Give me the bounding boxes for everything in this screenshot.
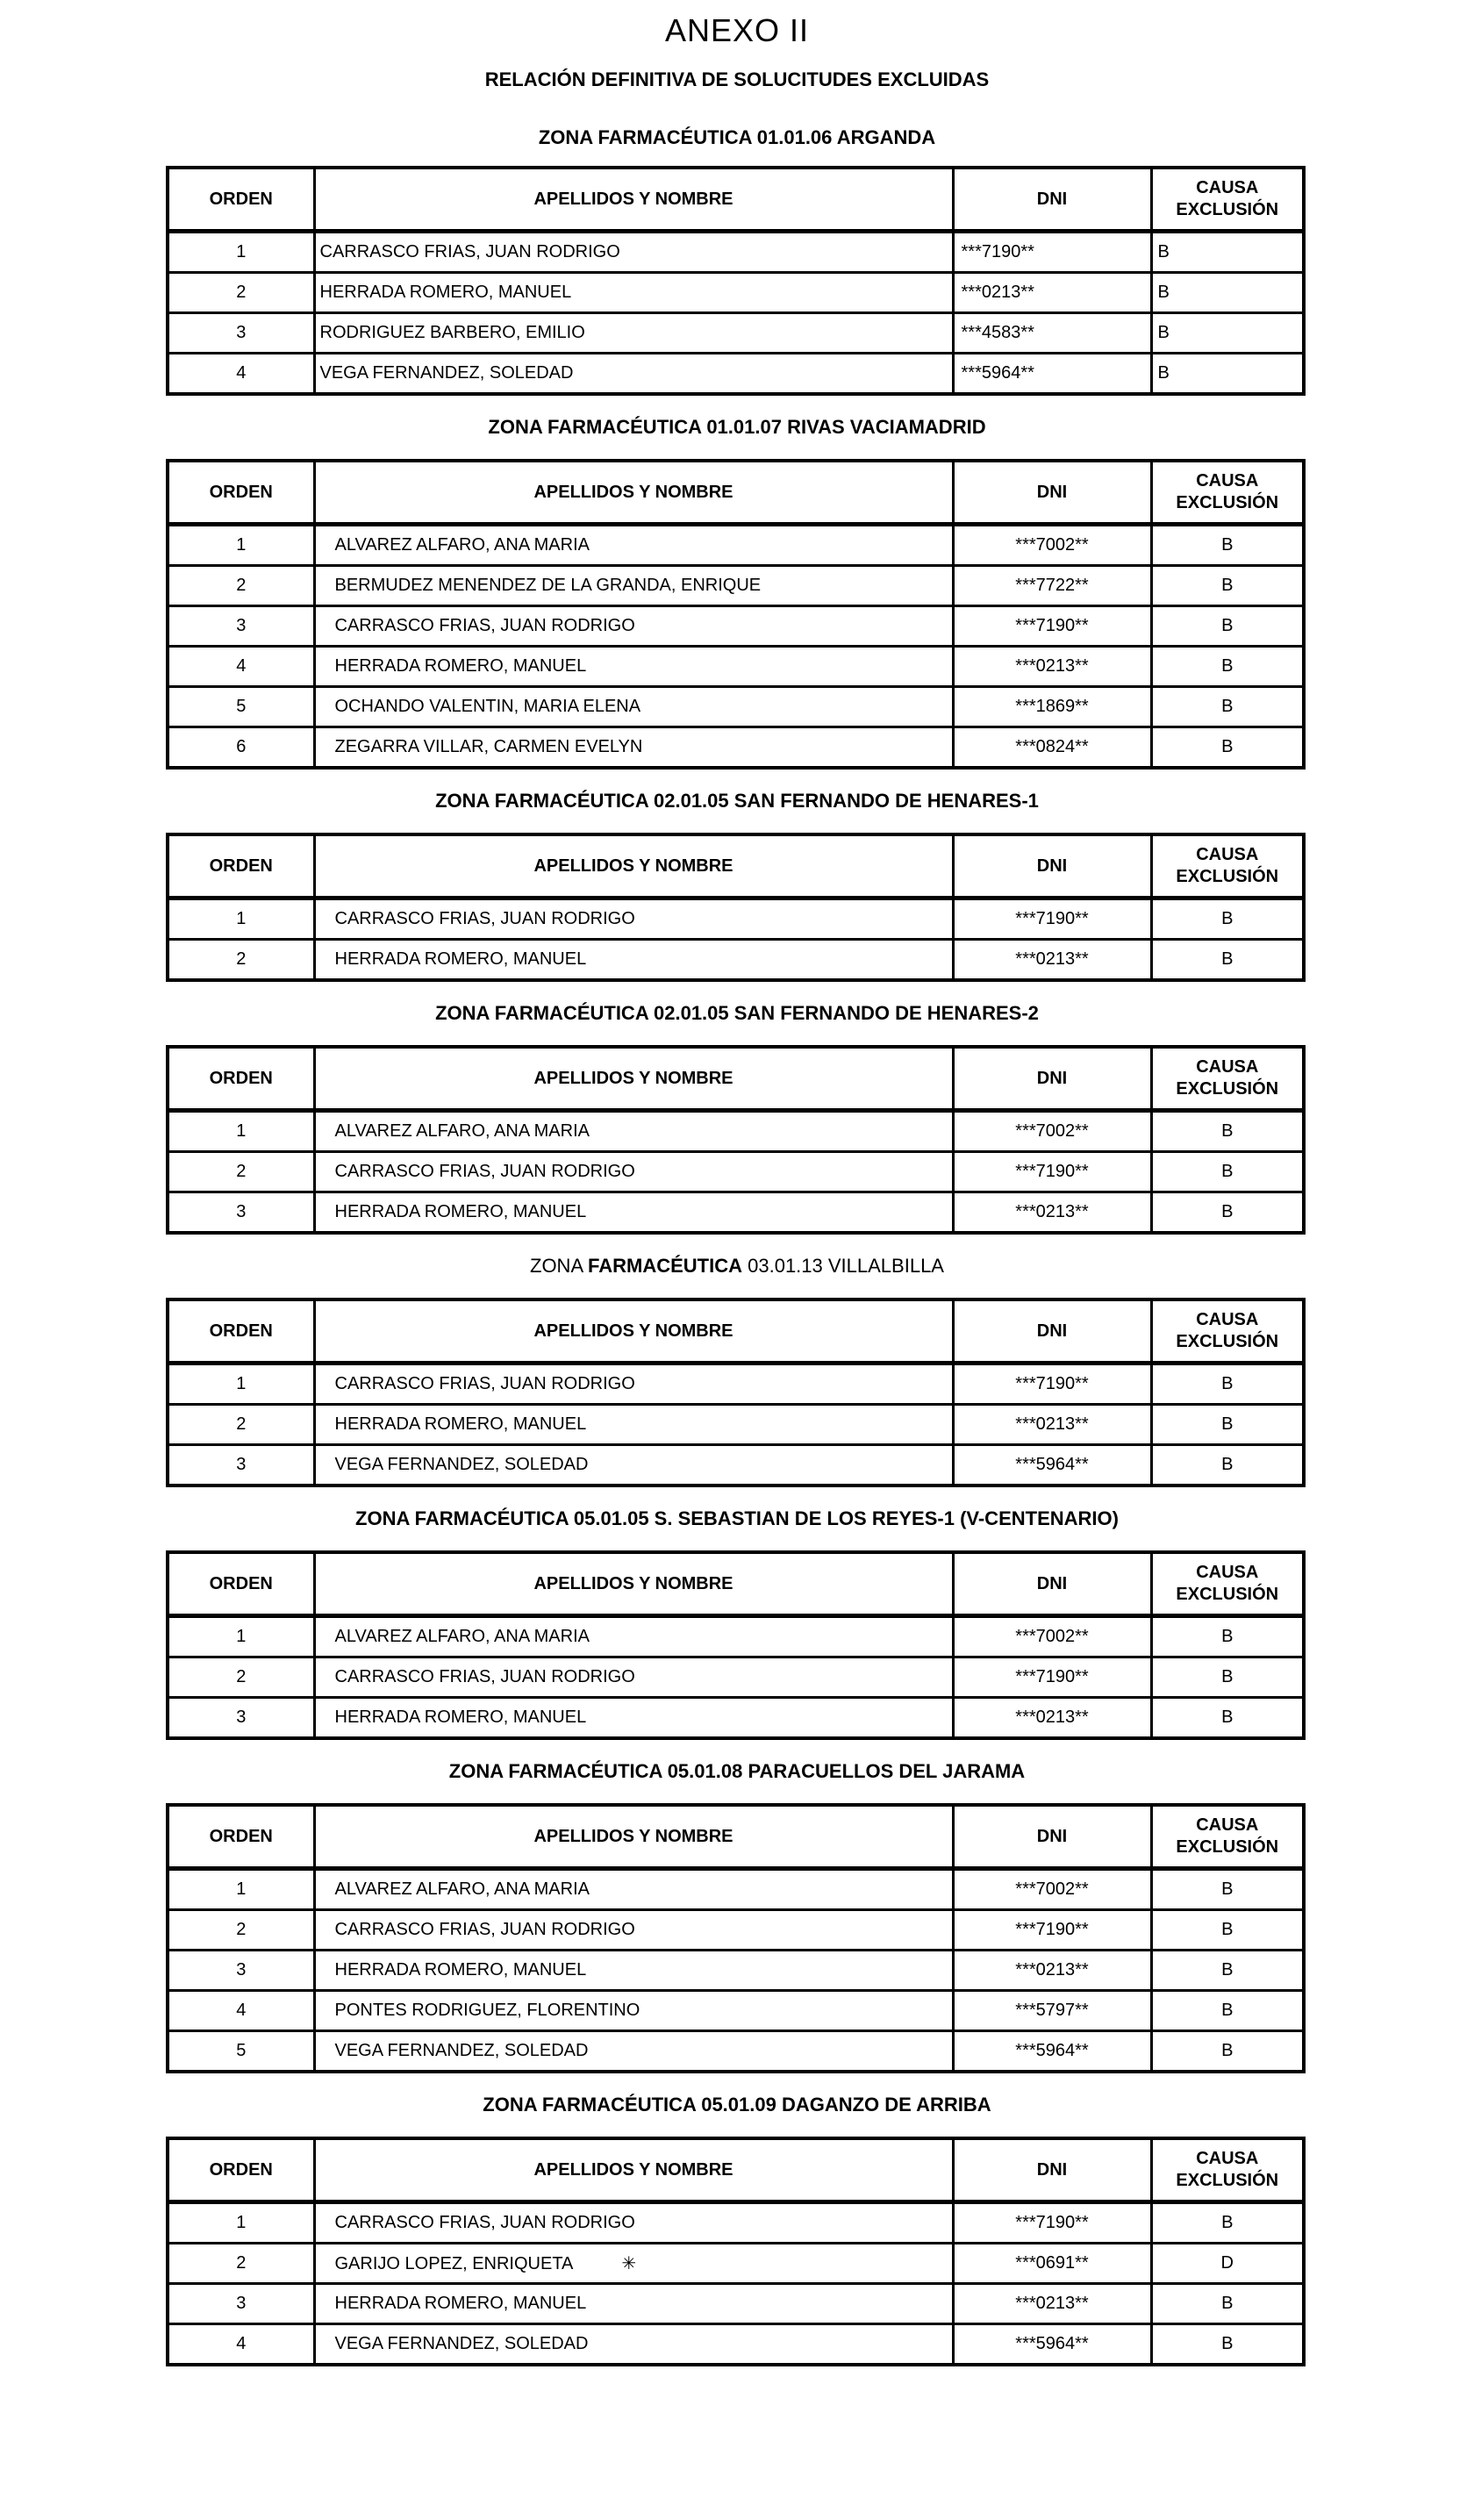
column-header-orden: ORDEN: [168, 2138, 314, 2202]
nombre-text: OCHANDO VALENTIN, MARIA ELENA: [334, 697, 641, 716]
nombre-text: BERMUDEZ MENENDEZ DE LA GRANDA, ENRIQUE: [334, 576, 762, 595]
header-row: [168, 1805, 1304, 1869]
exclusions-table: [166, 1045, 1306, 1235]
nombre-text: CARRASCO FRIAS, JUAN RODRIGO: [319, 242, 620, 261]
cell-causa: B: [1151, 606, 1304, 647]
cell-nombre: [314, 525, 953, 566]
cell-orden: 3: [168, 2284, 314, 2324]
column-header-dni: DNI: [953, 1552, 1151, 1616]
column-header-apellidos: APELLIDOS Y NOMBRE: [314, 168, 953, 232]
cell-causa: B: [1151, 2284, 1304, 2324]
cell-causa: B: [1151, 647, 1304, 687]
column-header-dni: DNI: [953, 168, 1151, 232]
nombre-text: VEGA FERNANDEZ, SOLEDAD: [334, 2334, 589, 2353]
table-row: [168, 1991, 1304, 2031]
cell-causa: B: [1151, 940, 1304, 981]
zone-heading-segment: ZONA FARMACÉUTICA 05.01.05 S. SEBASTIAN DE LOS REYES-1 (V-CENTENARIO): [355, 1507, 1119, 1529]
cell-causa: B: [1151, 898, 1304, 940]
cell-dni: ***7190**: [953, 232, 1151, 273]
cell-dni: ***1869**: [953, 687, 1151, 727]
cell-nombre: [314, 1192, 953, 1234]
cell-dni: ***7002**: [953, 1111, 1151, 1152]
zone-heading: [0, 1759, 1474, 1784]
zone-heading: [0, 789, 1474, 813]
table-row: [168, 2324, 1304, 2366]
cell-dni: ***0213**: [953, 1192, 1151, 1234]
nombre-text: HERRADA ROMERO, MANUEL: [334, 656, 587, 676]
cell-nombre: [314, 273, 953, 313]
table-row: [168, 1192, 1304, 1234]
cell-causa: B: [1151, 1405, 1304, 1445]
cell-orden: 1: [168, 1616, 314, 1657]
cell-dni: ***0824**: [953, 727, 1151, 769]
column-header-apellidos: APELLIDOS Y NOMBRE: [314, 1047, 953, 1111]
table-row: [168, 354, 1304, 395]
zone-heading-segment: FARMACÉUTICA: [588, 1255, 743, 1277]
zone-heading-segment: ZONA FARMACÉUTICA 01.01.07 RIVAS VACIAMADRID: [488, 416, 986, 438]
cell-causa: B: [1151, 313, 1304, 354]
column-header-dni: DNI: [953, 2138, 1151, 2202]
zone-heading-segment: ZONA FARMACÉUTICA 01.01.06 ARGANDA: [538, 126, 936, 148]
zone-heading: [0, 1507, 1474, 1531]
header-row: [168, 2138, 1304, 2202]
column-header-causa-line2: EXCLUSIÓN: [1176, 2171, 1279, 2190]
column-header-causa-line1: CAUSA: [1196, 1310, 1259, 1329]
cell-orden: 3: [168, 313, 314, 354]
column-header-causa-line1: CAUSA: [1196, 845, 1259, 864]
column-header-causa-line1: CAUSA: [1196, 1057, 1259, 1077]
nombre-text: HERRADA ROMERO, MANUEL: [334, 1960, 587, 1979]
cell-nombre: [314, 2244, 953, 2284]
cell-causa: B: [1151, 1111, 1304, 1152]
cell-orden: 4: [168, 2324, 314, 2366]
cell-causa: B: [1151, 1445, 1304, 1486]
cell-nombre: [314, 1616, 953, 1657]
cell-causa: B: [1151, 273, 1304, 313]
cell-nombre: [314, 354, 953, 395]
table-row: [168, 525, 1304, 566]
cell-orden: 5: [168, 687, 314, 727]
cell-dni: ***0691**: [953, 2244, 1151, 2284]
table-row: [168, 1910, 1304, 1951]
zone-heading-segment: 03.01.13 VILLALBILLA: [742, 1255, 944, 1277]
zone-heading: [0, 125, 1474, 150]
cell-dni: ***0213**: [953, 1405, 1151, 1445]
cell-causa: B: [1151, 727, 1304, 769]
cell-nombre: [314, 1111, 953, 1152]
cell-nombre: [314, 2284, 953, 2324]
cell-orden: 4: [168, 1991, 314, 2031]
column-header-causa-line1: CAUSA: [1196, 2149, 1259, 2168]
column-header-causa-line2: EXCLUSIÓN: [1176, 1332, 1279, 1351]
cell-orden: 2: [168, 1152, 314, 1192]
nombre-text: CARRASCO FRIAS, JUAN RODRIGO: [334, 2213, 635, 2232]
cell-orden: 1: [168, 1869, 314, 1910]
cell-dni: ***7190**: [953, 2202, 1151, 2244]
table-row: [168, 313, 1304, 354]
column-header-apellidos: APELLIDOS Y NOMBRE: [314, 1805, 953, 1869]
cell-dni: ***0213**: [953, 1951, 1151, 1991]
column-header-causa: [1151, 1552, 1304, 1616]
cell-causa: B: [1151, 1991, 1304, 2031]
table-row: [168, 1405, 1304, 1445]
exclusions-table: [166, 459, 1306, 770]
cell-nombre: [314, 898, 953, 940]
nombre-text: CARRASCO FRIAS, JUAN RODRIGO: [334, 1162, 635, 1181]
header-row: [168, 1299, 1304, 1364]
cell-nombre: [314, 1152, 953, 1192]
cell-dni: ***5964**: [953, 1445, 1151, 1486]
table-row: [168, 687, 1304, 727]
table-row: [168, 2202, 1304, 2244]
cell-causa: B: [1151, 1698, 1304, 1739]
column-header-causa-line2: EXCLUSIÓN: [1176, 867, 1279, 886]
cell-causa: B: [1151, 232, 1304, 273]
table-row: [168, 727, 1304, 769]
table-row: [168, 232, 1304, 273]
cell-causa: B: [1151, 1869, 1304, 1910]
column-header-apellidos: APELLIDOS Y NOMBRE: [314, 2138, 953, 2202]
column-header-causa-line2: EXCLUSIÓN: [1176, 200, 1279, 219]
header-row: [168, 834, 1304, 898]
cell-causa: D: [1151, 2244, 1304, 2284]
nombre-text: HERRADA ROMERO, MANUEL: [334, 2294, 587, 2313]
cell-dni: ***5964**: [953, 354, 1151, 395]
column-header-orden: ORDEN: [168, 1552, 314, 1616]
column-header-causa-line1: CAUSA: [1196, 1563, 1259, 1582]
table-row: [168, 2284, 1304, 2324]
cell-nombre: [314, 1364, 953, 1405]
cell-nombre: [314, 232, 953, 273]
cell-orden: 6: [168, 727, 314, 769]
table-row: [168, 2031, 1304, 2073]
cell-causa: B: [1151, 1364, 1304, 1405]
table-row: [168, 566, 1304, 606]
column-header-causa-line1: CAUSA: [1196, 178, 1259, 197]
nombre-text: GARIJO LOPEZ, ENRIQUETA: [334, 2254, 574, 2273]
table-row: [168, 940, 1304, 981]
cell-dni: ***7190**: [953, 898, 1151, 940]
column-header-dni: DNI: [953, 1299, 1151, 1364]
cell-causa: B: [1151, 2324, 1304, 2366]
cell-orden: 4: [168, 354, 314, 395]
column-header-dni: DNI: [953, 461, 1151, 525]
table-row: [168, 1951, 1304, 1991]
column-header-causa-line1: CAUSA: [1196, 471, 1259, 490]
zone-heading-segment: ZONA: [530, 1255, 589, 1277]
exclusions-table: [166, 166, 1306, 396]
nombre-text: VEGA FERNANDEZ, SOLEDAD: [334, 2041, 589, 2060]
column-header-orden: ORDEN: [168, 461, 314, 525]
cell-causa: B: [1151, 1152, 1304, 1192]
column-header-causa: [1151, 1805, 1304, 1869]
column-header-causa: [1151, 461, 1304, 525]
cell-nombre: [314, 1445, 953, 1486]
header-row: [168, 461, 1304, 525]
cell-dni: ***7190**: [953, 1364, 1151, 1405]
cell-nombre: [314, 606, 953, 647]
column-header-causa: [1151, 1047, 1304, 1111]
column-header-dni: DNI: [953, 1805, 1151, 1869]
header-row: [168, 1552, 1304, 1616]
cell-dni: ***0213**: [953, 940, 1151, 981]
zone-heading: [0, 1254, 1474, 1278]
table-row: [168, 1364, 1304, 1405]
cell-dni: ***5797**: [953, 1991, 1151, 2031]
column-header-orden: ORDEN: [168, 1299, 314, 1364]
exclusions-table: [166, 1803, 1306, 2073]
cell-orden: 2: [168, 273, 314, 313]
cell-dni: ***7722**: [953, 566, 1151, 606]
zone-heading: [0, 415, 1474, 440]
nombre-text: CARRASCO FRIAS, JUAN RODRIGO: [334, 1920, 635, 1939]
column-header-causa-line2: EXCLUSIÓN: [1176, 1079, 1279, 1099]
column-header-apellidos: APELLIDOS Y NOMBRE: [314, 1552, 953, 1616]
column-header-apellidos: APELLIDOS Y NOMBRE: [314, 834, 953, 898]
cell-orden: 1: [168, 232, 314, 273]
nombre-text: CARRASCO FRIAS, JUAN RODRIGO: [334, 1667, 635, 1686]
cell-causa: B: [1151, 1910, 1304, 1951]
column-header-apellidos: APELLIDOS Y NOMBRE: [314, 461, 953, 525]
cell-nombre: [314, 566, 953, 606]
table-row: [168, 1152, 1304, 1192]
cell-orden: 2: [168, 1657, 314, 1698]
cell-nombre: [314, 2202, 953, 2244]
cell-orden: 2: [168, 1910, 314, 1951]
zone-heading: [0, 1001, 1474, 1026]
nombre-text: HERRADA ROMERO, MANUEL: [319, 283, 572, 302]
nombre-text: HERRADA ROMERO, MANUEL: [334, 1707, 587, 1727]
cell-causa: B: [1151, 566, 1304, 606]
cell-nombre: [314, 687, 953, 727]
asterisk-icon: ✳: [621, 2254, 637, 2273]
exclusions-table: [166, 833, 1306, 982]
cell-orden: 3: [168, 1192, 314, 1234]
column-header-orden: ORDEN: [168, 1805, 314, 1869]
cell-causa: B: [1151, 1951, 1304, 1991]
zone-heading: [0, 2093, 1474, 2117]
nombre-text: VEGA FERNANDEZ, SOLEDAD: [319, 363, 574, 383]
cell-nombre: [314, 1869, 953, 1910]
nombre-text: CARRASCO FRIAS, JUAN RODRIGO: [334, 1374, 635, 1393]
cell-orden: 3: [168, 1698, 314, 1739]
cell-dni: ***0213**: [953, 647, 1151, 687]
page-subtitle: RELACIÓN DEFINITIVA DE SOLUCITUDES EXCLUIDAS: [484, 68, 990, 90]
column-header-dni: DNI: [953, 1047, 1151, 1111]
cell-nombre: [314, 727, 953, 769]
table-row: [168, 1445, 1304, 1486]
cell-dni: ***7190**: [953, 1910, 1151, 1951]
cell-orden: 1: [168, 1111, 314, 1152]
exclusions-table: [166, 1550, 1306, 1740]
cell-nombre: [314, 647, 953, 687]
cell-dni: ***7190**: [953, 1152, 1151, 1192]
nombre-text: RODRIGUEZ BARBERO, EMILIO: [319, 323, 585, 342]
cell-causa: B: [1151, 687, 1304, 727]
nombre-text: HERRADA ROMERO, MANUEL: [334, 949, 587, 969]
column-header-causa: [1151, 834, 1304, 898]
cell-dni: ***4583**: [953, 313, 1151, 354]
exclusions-table: [166, 2137, 1306, 2366]
cell-nombre: [314, 2324, 953, 2366]
nombre-text: HERRADA ROMERO, MANUEL: [334, 1414, 587, 1434]
cell-orden: 1: [168, 1364, 314, 1405]
zone-heading-segment: ZONA FARMACÉUTICA 05.01.09 DAGANZO DE ARRIBA: [483, 2094, 991, 2116]
cell-dni: ***7190**: [953, 606, 1151, 647]
cell-causa: B: [1151, 1616, 1304, 1657]
cell-orden: 4: [168, 647, 314, 687]
cell-orden: 3: [168, 1445, 314, 1486]
table-row: [168, 1869, 1304, 1910]
table-row: [168, 898, 1304, 940]
column-header-causa-line2: EXCLUSIÓN: [1176, 493, 1279, 512]
cell-nombre: [314, 1951, 953, 1991]
cell-causa: B: [1151, 2031, 1304, 2073]
column-header-causa-line2: EXCLUSIÓN: [1176, 1585, 1279, 1604]
column-header-orden: ORDEN: [168, 1047, 314, 1111]
cell-orden: 2: [168, 2244, 314, 2284]
table-row: [168, 273, 1304, 313]
nombre-text: ALVAREZ ALFARO, ANA MARIA: [334, 1121, 590, 1141]
cell-dni: ***0213**: [953, 2284, 1151, 2324]
cell-dni: ***0213**: [953, 273, 1151, 313]
cell-orden: 2: [168, 1405, 314, 1445]
cell-orden: 5: [168, 2031, 314, 2073]
cell-causa: B: [1151, 1657, 1304, 1698]
nombre-text: ALVAREZ ALFARO, ANA MARIA: [334, 1627, 590, 1646]
cell-nombre: [314, 940, 953, 981]
zone-heading-segment: ZONA FARMACÉUTICA 05.01.08 PARACUELLOS DEL JARAMA: [448, 1760, 1026, 1782]
cell-causa: B: [1151, 1192, 1304, 1234]
cell-dni: ***5964**: [953, 2031, 1151, 2073]
table-row: [168, 1698, 1304, 1739]
header-row: [168, 1047, 1304, 1111]
nombre-text: HERRADA ROMERO, MANUEL: [334, 1202, 587, 1221]
table-row: [168, 647, 1304, 687]
column-header-causa-line2: EXCLUSIÓN: [1176, 1837, 1279, 1857]
cell-nombre: [314, 1405, 953, 1445]
cell-nombre: [314, 1657, 953, 1698]
nombre-text: ALVAREZ ALFARO, ANA MARIA: [334, 535, 590, 555]
cell-orden: 3: [168, 606, 314, 647]
column-header-causa: [1151, 2138, 1304, 2202]
table-row: [168, 1111, 1304, 1152]
cell-orden: 1: [168, 2202, 314, 2244]
cell-dni: ***5964**: [953, 2324, 1151, 2366]
cell-orden: 3: [168, 1951, 314, 1991]
table-row: [168, 606, 1304, 647]
cell-orden: 1: [168, 898, 314, 940]
nombre-text: ALVAREZ ALFARO, ANA MARIA: [334, 1879, 590, 1899]
table-row: [168, 1657, 1304, 1698]
column-header-causa: [1151, 168, 1304, 232]
cell-nombre: [314, 1991, 953, 2031]
nombre-text: VEGA FERNANDEZ, SOLEDAD: [334, 1455, 589, 1474]
cell-dni: ***7002**: [953, 525, 1151, 566]
nombre-text: CARRASCO FRIAS, JUAN RODRIGO: [334, 616, 635, 635]
cell-orden: 2: [168, 940, 314, 981]
nombre-text: CARRASCO FRIAS, JUAN RODRIGO: [334, 909, 635, 928]
column-header-dni: DNI: [953, 834, 1151, 898]
column-header-orden: ORDEN: [168, 834, 314, 898]
cell-causa: B: [1151, 525, 1304, 566]
cell-dni: ***7002**: [953, 1869, 1151, 1910]
cell-causa: B: [1151, 2202, 1304, 2244]
cell-nombre: [314, 2031, 953, 2073]
column-header-apellidos: APELLIDOS Y NOMBRE: [314, 1299, 953, 1364]
cell-dni: ***0213**: [953, 1698, 1151, 1739]
nombre-text: PONTES RODRIGUEZ, FLORENTINO: [334, 2001, 640, 2020]
column-header-causa: [1151, 1299, 1304, 1364]
nombre-text: ZEGARRA VILLAR, CARMEN EVELYN: [334, 737, 643, 756]
page-title: ANEXO II: [664, 12, 810, 48]
column-header-causa-line1: CAUSA: [1196, 1815, 1259, 1835]
cell-orden: 2: [168, 566, 314, 606]
header-row: [168, 168, 1304, 232]
cell-orden: 1: [168, 525, 314, 566]
table-row: [168, 1616, 1304, 1657]
cell-dni: ***7190**: [953, 1657, 1151, 1698]
zone-heading-segment: ZONA FARMACÉUTICA 02.01.05 SAN FERNANDO DE HENARES-2: [435, 1002, 1039, 1024]
column-header-orden: ORDEN: [168, 168, 314, 232]
cell-causa: B: [1151, 354, 1304, 395]
exclusions-table: [166, 1298, 1306, 1487]
cell-nombre: [314, 1698, 953, 1739]
zone-heading-segment: ZONA FARMACÉUTICA 02.01.05 SAN FERNANDO DE HENARES-1: [435, 790, 1039, 812]
cell-nombre: [314, 313, 953, 354]
table-row: [168, 2244, 1304, 2284]
cell-nombre: [314, 1910, 953, 1951]
cell-dni: ***7002**: [953, 1616, 1151, 1657]
